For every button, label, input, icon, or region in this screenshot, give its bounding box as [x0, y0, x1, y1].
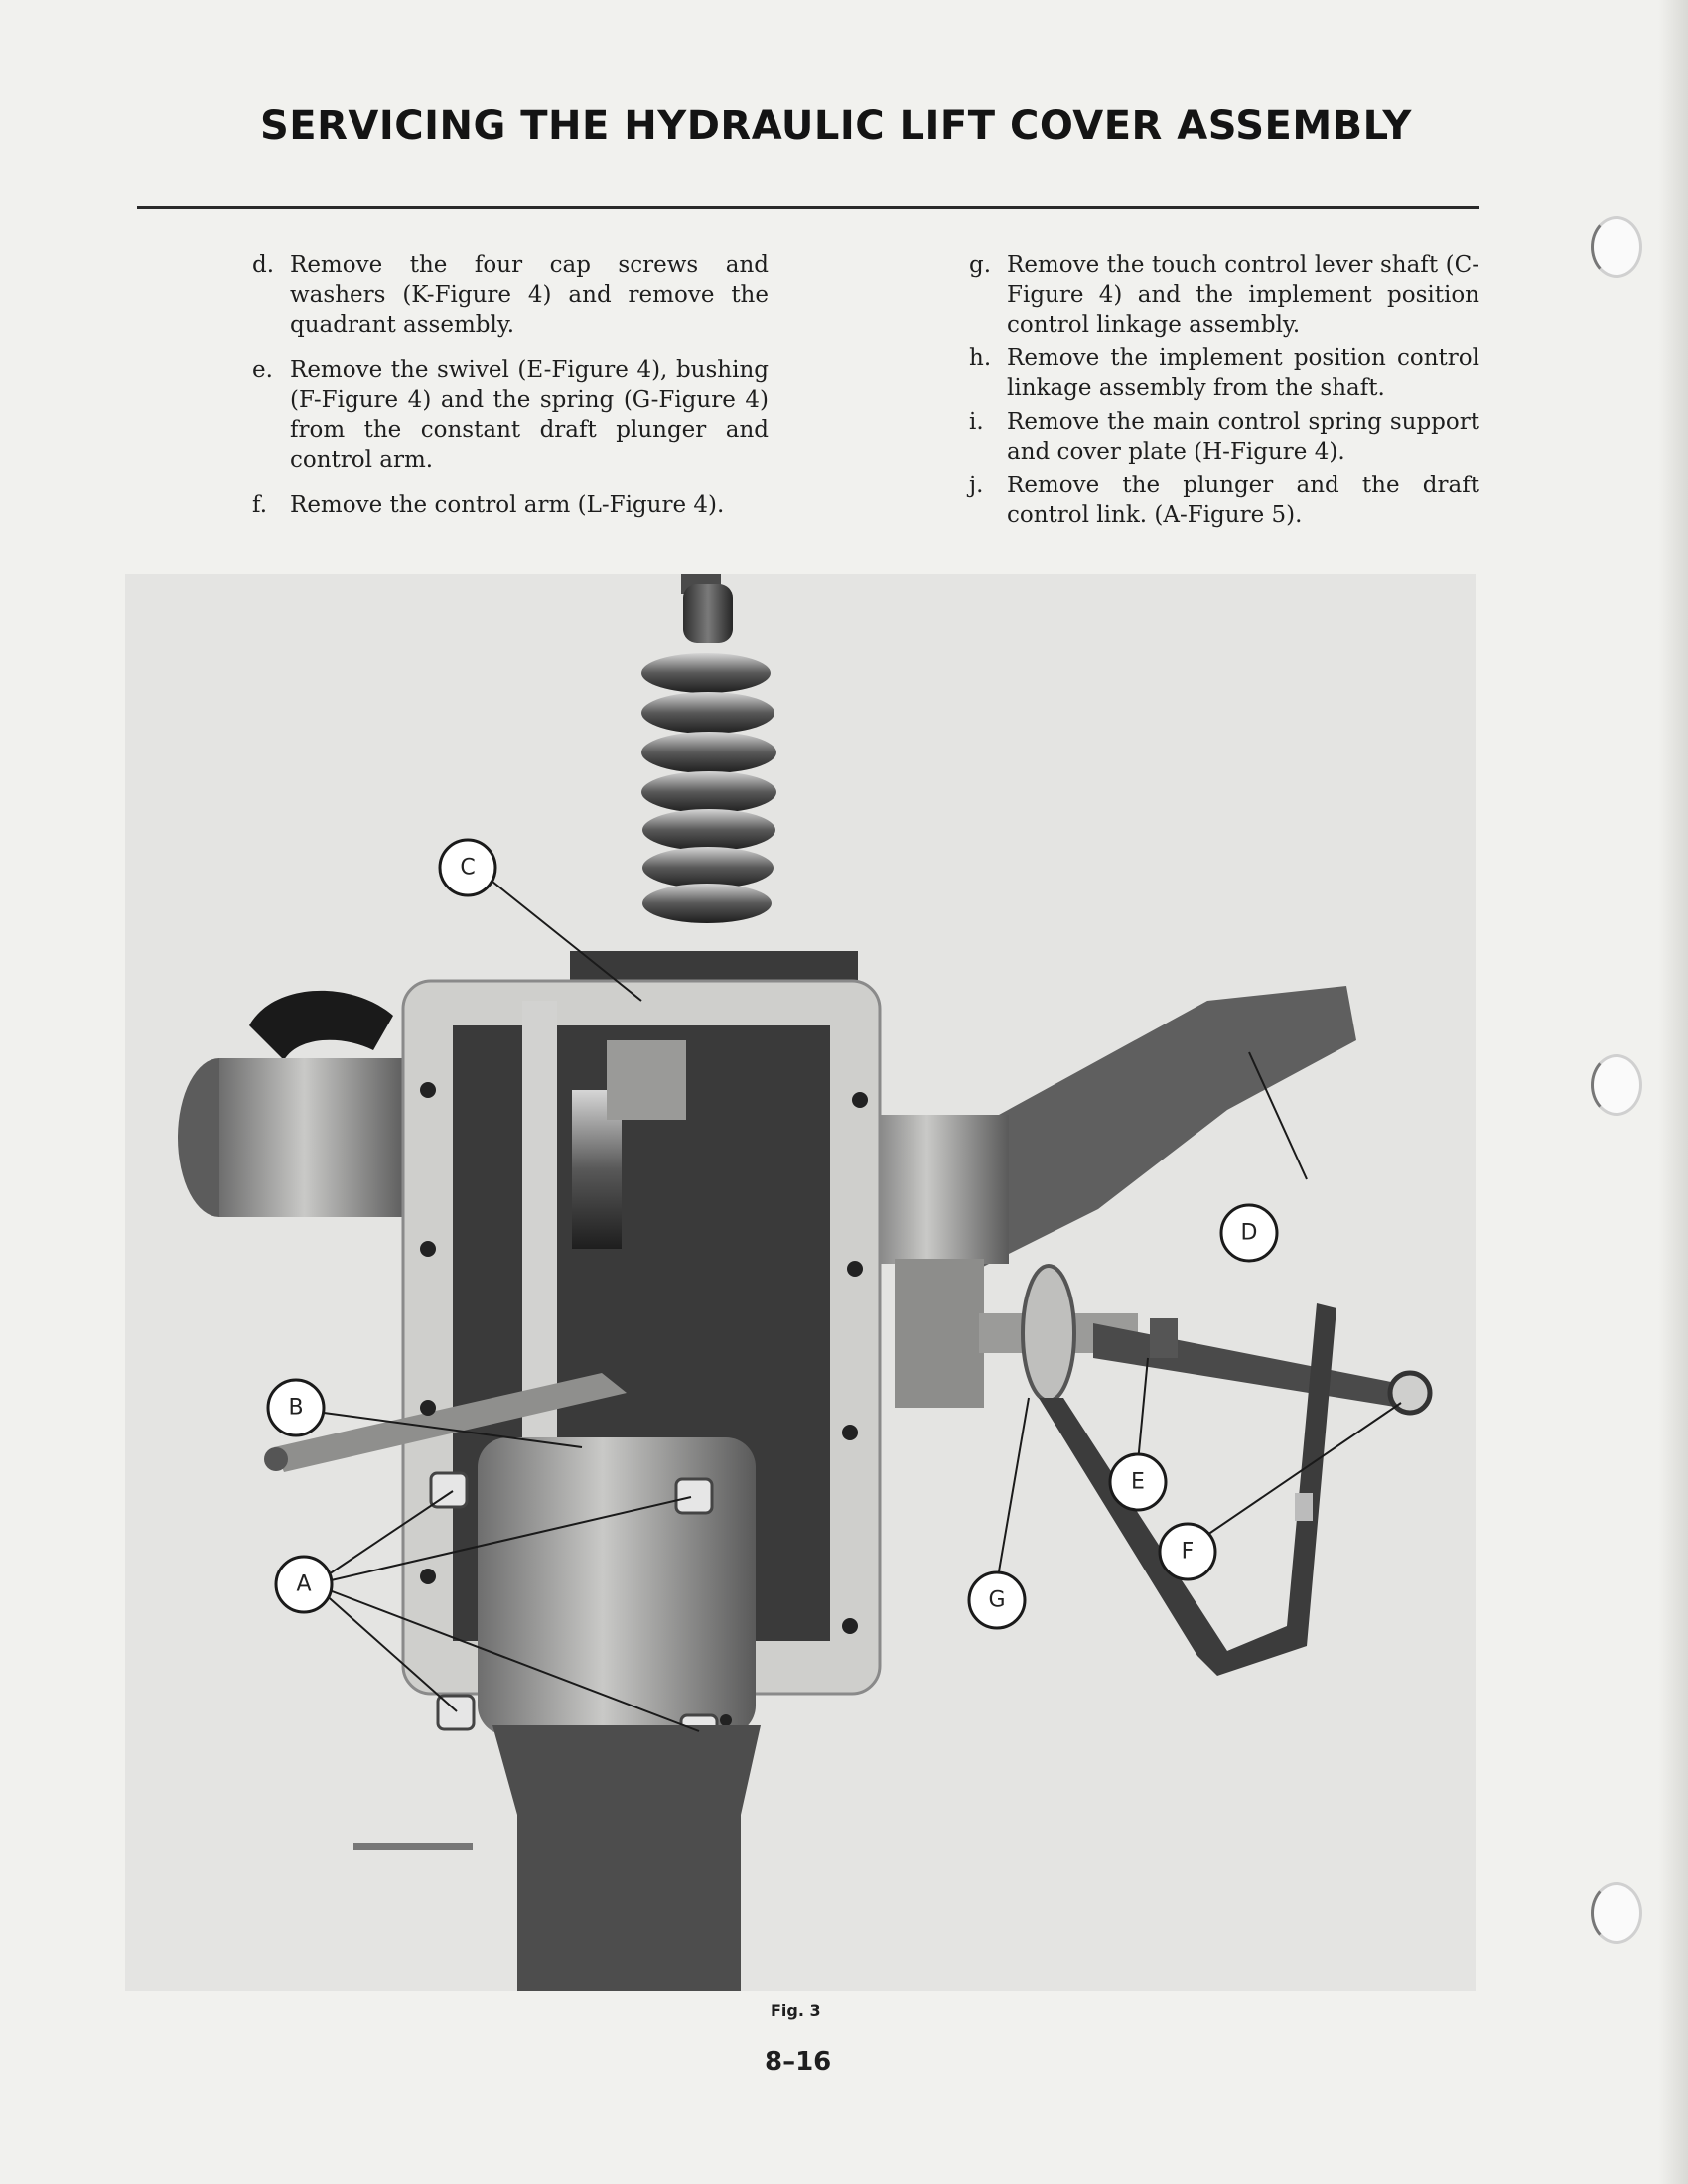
callout-a — [276, 1557, 332, 1612]
svg-text:D: D — [1240, 1220, 1258, 1246]
step-text: Remove the four cap screws and washers (K-Figure 4) and remove the quadrant assembly. — [290, 252, 769, 338]
right-column — [969, 250, 1479, 534]
linkage-block — [607, 1040, 686, 1120]
svg-text:C: C — [460, 855, 476, 881]
page-number: 8–16 — [765, 2047, 832, 2077]
step-h — [969, 343, 1479, 403]
callout-g — [969, 1572, 1025, 1628]
control-arm — [1093, 1323, 1401, 1408]
step-d — [252, 250, 769, 340]
step-text: Remove the touch control lever shaft (C-Figure 4) and the implement position control linkage assembly. — [1007, 252, 1479, 338]
swivel-e — [1150, 1318, 1178, 1358]
stand-base — [492, 1725, 761, 1991]
svg-text:E: E — [1131, 1469, 1145, 1495]
callout-d — [1221, 1205, 1277, 1261]
svg-text:F: F — [1181, 1539, 1195, 1565]
step-i — [969, 407, 1479, 467]
plunger-cylinder — [478, 1437, 756, 1735]
draft-plunger-housing — [895, 1259, 984, 1408]
step-text: Remove the plunger and the draft control link. (A-Figure 5). — [1007, 473, 1479, 528]
figure-caption: Fig. 3 — [771, 2001, 821, 2020]
svg-text:A: A — [296, 1571, 312, 1597]
step-text: Remove the control arm (L-Figure 4). — [290, 492, 725, 518]
bushing-f — [1295, 1493, 1313, 1521]
svg-text:B: B — [288, 1395, 304, 1421]
bolt-a2 — [676, 1479, 712, 1513]
binder-hole-bottom — [1591, 1882, 1642, 1944]
step-letter: h. — [969, 345, 992, 371]
binder-hole-top — [1591, 216, 1642, 278]
left-shaft-housing — [219, 1058, 408, 1217]
header-rule — [137, 206, 1479, 209]
step-f — [252, 490, 769, 520]
step-text: Remove the main control spring support and cover plate (H-Figure 4). — [1007, 409, 1479, 465]
spring-g — [1023, 1266, 1074, 1401]
left-column — [252, 250, 769, 536]
step-letter: g. — [969, 252, 992, 278]
rod-ball-end — [264, 1447, 288, 1471]
step-letter: f. — [252, 492, 268, 518]
right-shaft-housing — [860, 1115, 1009, 1264]
step-letter: i. — [969, 409, 984, 435]
pin — [353, 1843, 473, 1850]
step-text: Remove the swivel (E-Figure 4), bushing (F-Figure 4) and the spring (G-Figure 4) from the constant draft plunger and control arm. — [290, 357, 769, 473]
figure-photo — [125, 574, 1476, 1991]
callout-f — [1160, 1524, 1215, 1579]
main-control-spring — [641, 653, 776, 923]
step-e — [252, 355, 769, 475]
step-letter: j. — [969, 473, 984, 498]
svg-text:G: G — [988, 1587, 1006, 1613]
step-text: Remove the implement position control linkage assembly from the shaft. — [1007, 345, 1479, 401]
binder-hole-middle — [1591, 1054, 1642, 1116]
page-title: SERVICING THE HYDRAULIC LIFT COVER ASSEMBLY — [260, 103, 1412, 149]
step-letter: e. — [252, 357, 273, 383]
step-j — [969, 471, 1479, 530]
callout-b — [268, 1380, 324, 1435]
page-edge-shadow — [1658, 0, 1688, 2184]
callout-e — [1110, 1454, 1166, 1510]
step-letter: d. — [252, 252, 275, 278]
top-rod — [683, 584, 733, 643]
step-g — [969, 250, 1479, 340]
hydraulic-lift-illustration — [125, 574, 1476, 1991]
touch-control-lever — [249, 991, 393, 1060]
callout-c — [440, 840, 495, 895]
